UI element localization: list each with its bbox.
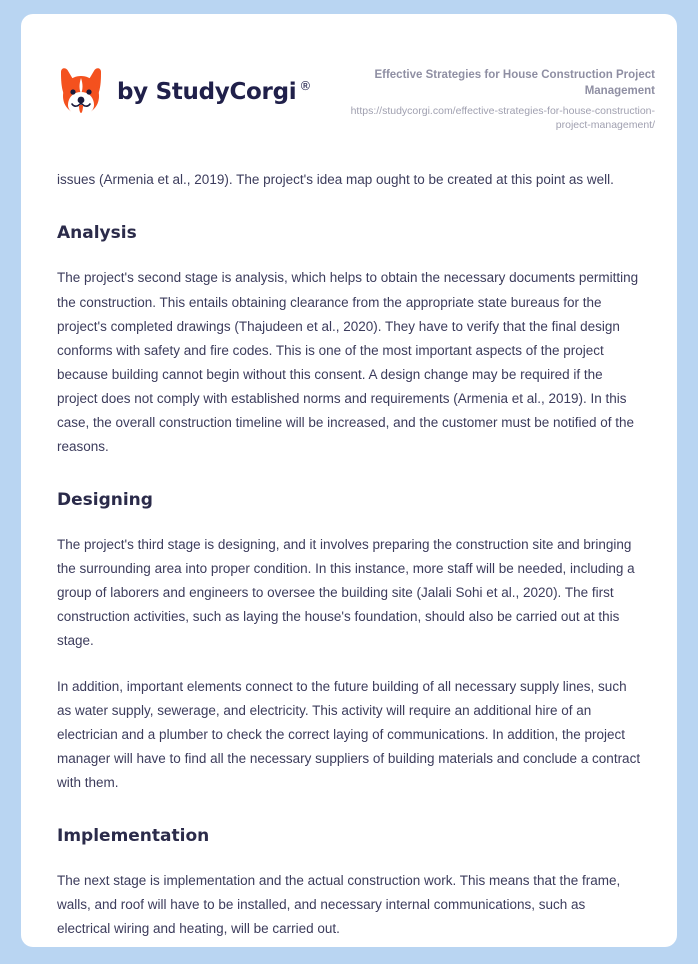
document-page-card xyxy=(21,14,677,947)
section-heading: Analysis xyxy=(57,223,137,244)
body-paragraph: In addition, important elements connect to the future building of all necessary supply lines, such as water supply, sewerage, and electricity. This activity will require an additional hire of an electrician and a plumber to check the correct laying of communications. In addition, the project manager will have to find all the necessary suppliers of building materials and conclude a contract with them. xyxy=(57,678,641,790)
section-heading: Implementation xyxy=(57,825,210,846)
body-paragraph: The project's second stage is analysis, which helps to obtain the necessary documents permitting the construction. This entails obtaining clearance from the appropriate state bureaus for the project's completed drawings (Thajudeen et al., 2020). They have to verify that the final design conforms with safety and fire codes. This is one of the most important aspects of the project because building cannot begin without this consent. A design change may be required if the project does not comply with established norms and requirements (Armenia et al., 2019). In this case, the overall construction timeline will be increased, and the customer must be notified of the reasons. xyxy=(57,270,639,454)
section-heading: Designing xyxy=(57,489,153,510)
document-header xyxy=(21,14,677,132)
document-body xyxy=(21,132,677,941)
brand-logo[interactable] xyxy=(57,62,311,118)
brand-name-text: by StudyCorgi xyxy=(117,79,297,105)
registered-trademark-icon: ® xyxy=(299,79,312,94)
body-paragraph: issues (Armenia et al., 2019). The project's idea map ought to be created at this point as well. xyxy=(57,172,614,188)
corgi-head-icon xyxy=(57,66,105,118)
brand-wordmark xyxy=(117,79,311,105)
header-meta xyxy=(325,62,655,132)
document-source-url[interactable]: https://studycorgi.com/effective-strategies-for-house-construction-project-management/ xyxy=(350,105,655,132)
body-paragraph: The project's third stage is designing, and it involves preparing the construction site and bringing the surrounding area into proper condition. In this instance, more staff will be needed, including a group of laborers and engineers to oversee the building site (Jalali Sohi et al., 2020). The first construction activities, such as laying the house's foundation, should also be carried out at this stage. xyxy=(57,536,635,648)
document-title: Effective Strategies for House Construction Project Management xyxy=(374,69,655,97)
body-paragraph: The next stage is implementation and the actual construction work. This means that the frame, walls, and roof will have to be installed, and necessary internal communications, such as electrical wiring and heating, will be carried out. xyxy=(57,872,621,936)
